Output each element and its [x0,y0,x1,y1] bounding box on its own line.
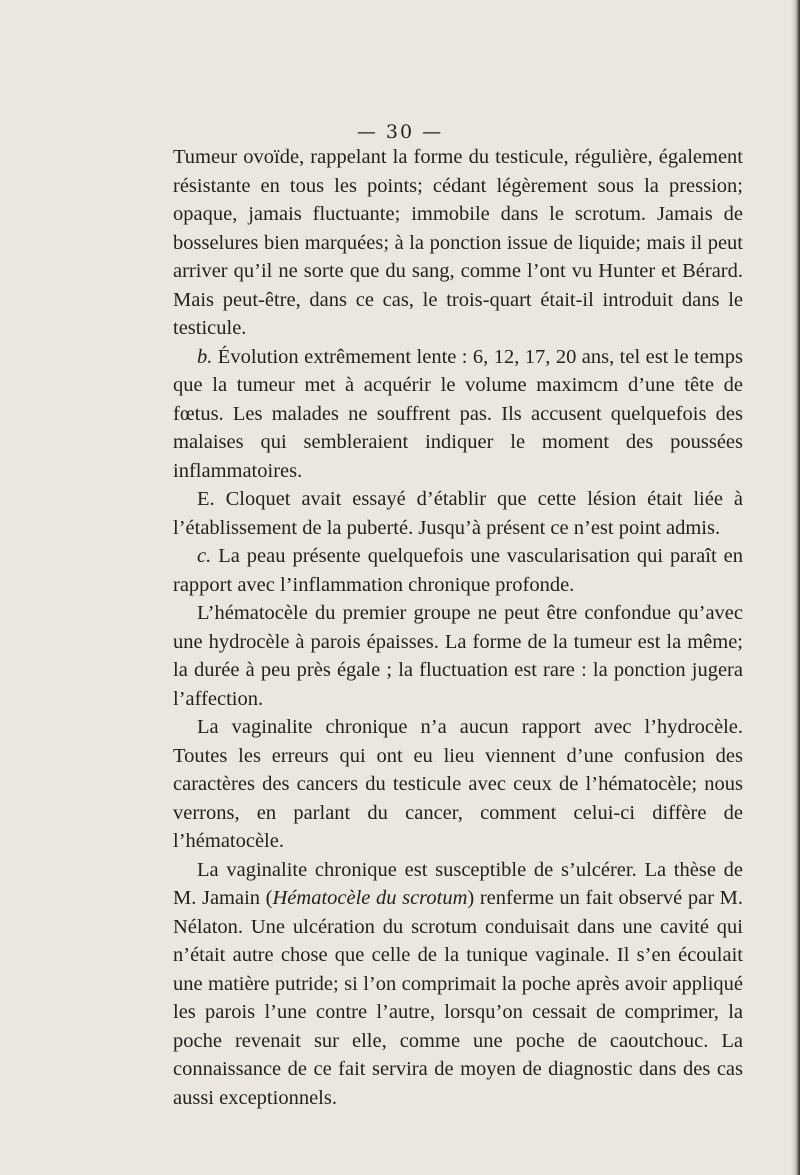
paragraph-tumeur: Tumeur ovoïde, rappelant la forme du testicule, régulière, également résistante en tous les points; cédant légèrement sous la pression; opaque, jamais fluctuante; immobile dans le scrotum. Jamais de bosselures bien marquées; à la ponction issue de liquide; mais il peut arriver qu’il ne sorte que du sang, comme l’ont vu Hunter et Bérard. Mais peut-être, dans ce cas, le trois-quart était-il introduit dans le testicule. [173,146,743,339]
paragraph-vaginalite: La vaginalite chronique n’a aucun rapport avec l’hydrocèle. Toutes les erreurs qui ont eu lieu viennent d’une confusion des caractères des cancers du testicule avec ceux de l’hématocèle; nous verrons, en parlant du cancer, comment celui-ci diffère de l’hématocèle. [173,716,743,852]
paragraph-jamain-before: La vaginalite chronique est susceptible de s’ulcérer. La thèse de M. Jamain ( [173,858,743,909]
page-number: — 30 — [356,121,444,143]
paragraph-jamain [173,856,743,1113]
body-text [173,143,743,1112]
paragraph-peau [173,542,743,599]
paragraph-evolution [173,343,743,486]
paragraph-evolution-text: Évolution extrêmement lente : 6, 12, 17, 20 ans, tel est le temps que la tumeur met à acquérir le volume maximcm d’une tête de fœtus. Les malades ne souffrent pas. Ils accusent quelquefois des malaises qui sembleraient indiquer le moment des poussées inflammatoires. [173,345,743,482]
paragraph-lead-b: b. [197,345,213,368]
citation-title: Hématocèle du scrotum [272,887,468,909]
page-spine-shadow [791,0,800,1175]
paragraph-peau-text: La peau présente quelquefois une vascularisation qui paraît en rapport avec l’inflammation chronique profonde. [173,545,743,596]
paragraph-hematocele: L’hématocèle du premier groupe ne peut être confondue qu’avec une hydrocèle à parois épaisses. La forme de la tumeur est la même; la durée à peu près égale ; la fluctuation est rare : la ponction jugera l’affection. [173,602,743,710]
paragraph-jamain-after: ) renferme un fait observé par M. Nélaton. Une ulcération du scrotum conduisait dans une cavité qui n’était autre chose que celle de la tunique vaginale. Il s’en écoulait une matière putride; si l’on comprimait la poche après avoir appliqué les parois l’une contre l’autre, lorsqu’on cessait de comprimer, la poche revenait sur elle, comme une poche de caoutchouc. La connaissance de ce fait servira de moyen de diagnostic dans des cas aussi exceptionnels. [173,887,743,1109]
paragraph-cloquet: E. Cloquet avait essayé d’établir que cette lésion était liée à l’établissement de la puberté. Jusqu’à présent ce n’est point admis. [173,488,743,539]
paragraph-lead-c: c. [197,545,212,567]
